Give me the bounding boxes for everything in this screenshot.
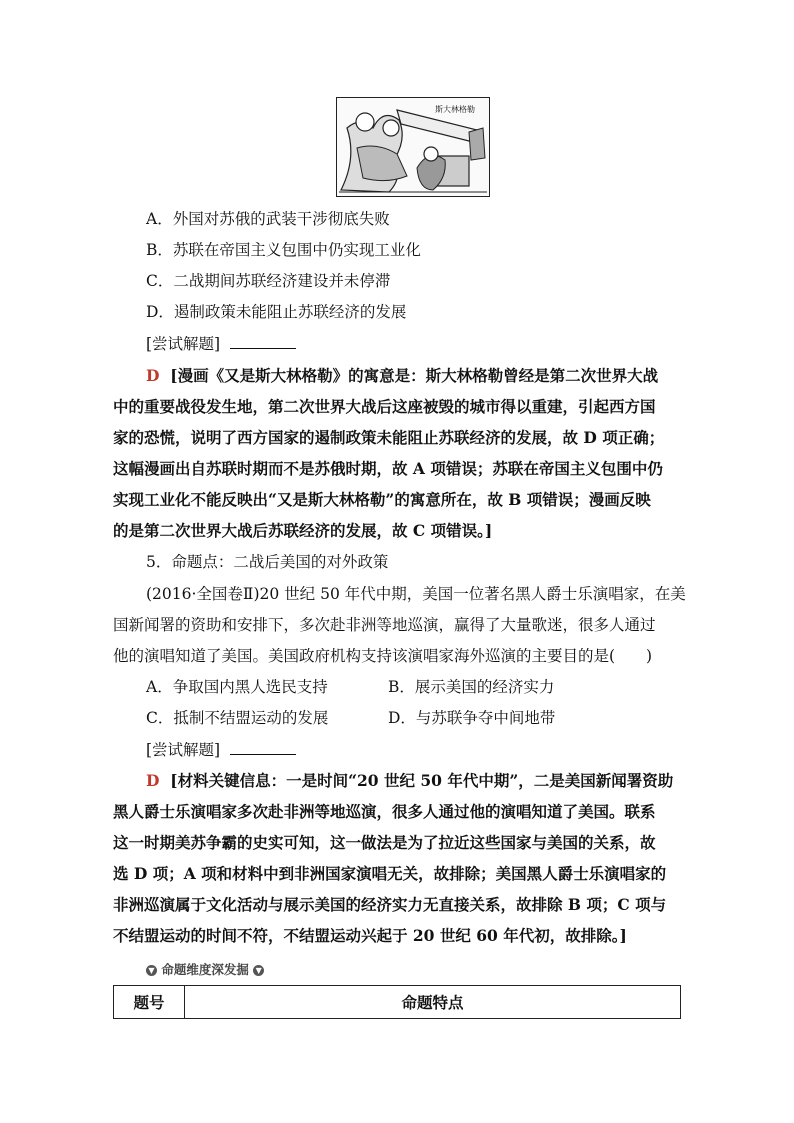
answer-blank bbox=[230, 740, 296, 755]
q5-stem-line: 他的演唱知道了美国。美国政府机构支持该演唱家海外巡演的主要目的是( ) bbox=[113, 647, 653, 665]
q5-explanation-line: 这一时期美苏争霸的史实可知，这一做法是为了拉近这些国家与美国的关系，故 bbox=[113, 833, 656, 852]
try-solve-label: [尝试解题] bbox=[146, 741, 221, 759]
q5-heading: 5．命题点：二战后美国的对外政策 bbox=[146, 553, 389, 571]
answer-blank bbox=[230, 334, 296, 349]
q5-explanation-line: 选 D 项；A 项和材料中到非洲国家演唱无关，故排除；美国黑人爵士乐演唱家的 bbox=[113, 864, 667, 883]
q5-explanation-line: 黑人爵士乐演唱家多次赴非洲等地巡演，很多人通过他的演唱知道了美国。联系 bbox=[113, 802, 656, 821]
q5-explanation-line: 非洲巡演属于文化活动与展示美国的经济实力无直接关系，故排除 B 项；C 项与 bbox=[113, 895, 667, 914]
q5-stem-line: 国新闻署的资助和安排下，多次赴非洲等地巡演，赢得了大量歌迷，很多人通过 bbox=[113, 616, 656, 634]
q4-explanation-line: 这幅漫画出自苏联时期而不是苏俄时期，故 A 项错误；苏联在帝国主义包围中仍 bbox=[113, 459, 663, 478]
q4-explanation-line: 家的恐慌，说明了西方国家的遏制政策未能阻止苏联经济的发展，故 D 项正确； bbox=[113, 428, 665, 447]
q5-option-c: C．抵制不结盟运动的发展 bbox=[146, 709, 329, 727]
q5-answer-letter: D bbox=[146, 771, 160, 790]
q4-option-d: D．遏制政策未能阻止苏联经济的发展 bbox=[146, 303, 407, 321]
q4-try-solve bbox=[146, 334, 296, 354]
q5-option-b: B．展示美国的经济实力 bbox=[388, 678, 555, 696]
dimension-header-label: 命题维度深发掘 bbox=[161, 962, 249, 977]
q4-option-b: B．苏联在帝国主义包围中仍实现工业化 bbox=[146, 241, 421, 259]
dimension-section-header bbox=[146, 960, 264, 978]
cartoon-caption: 斯大林格勒 bbox=[435, 105, 475, 114]
q4-answer-letter: D bbox=[146, 366, 160, 385]
column-header-number: 题号 bbox=[114, 986, 185, 1019]
q5-explanation-line: D [材料关键信息：一是时间“20 世纪 50 年代中期”，二是美国新闻署资助 bbox=[146, 771, 674, 790]
column-header-features: 命题特点 bbox=[185, 986, 681, 1019]
q4-explanation-line: 的是第二次世界大战后苏联经济的发展，故 C 项错误。] bbox=[113, 521, 493, 540]
q4-option-c: C．二战期间苏联经济建设并未停滞 bbox=[146, 272, 391, 290]
q5-option-d: D．与苏联争夺中间地带 bbox=[388, 709, 556, 727]
cartoon-drawing bbox=[337, 98, 489, 196]
q4-explanation-line: 中的重要战役发生地，第二次世界大战后这座被毁的城市得以重建，引起西方国 bbox=[113, 397, 656, 416]
q5-explanation-line: 不结盟运动的时间不符，不结盟运动兴起于 20 世纪 60 年代初，故排除。] bbox=[113, 926, 627, 945]
q5-stem-line: (2016·全国卷Ⅱ)20 世纪 50 年代中期，美国一位著名黑人爵士乐演唱家，在美 bbox=[146, 585, 686, 603]
chevron-down-icon: ▼ bbox=[146, 965, 157, 976]
q4-option-a: A．外国对苏俄的武装干涉彻底失败 bbox=[146, 210, 390, 228]
try-solve-label: [尝试解题] bbox=[146, 335, 221, 353]
q4-explanation-line: D [漫画《又是斯大林格勒》的寓意是：斯大林格勒曾经是第二次世界大战 bbox=[146, 366, 659, 385]
q5-try-solve bbox=[146, 740, 296, 760]
q5-option-a: A．争取国内黑人选民支持 bbox=[146, 678, 328, 696]
dimension-table bbox=[113, 985, 681, 1019]
cartoon-illustration bbox=[336, 97, 490, 197]
q4-explanation-line: 实现工业化不能反映出“又是斯大林格勒”的寓意所在，故 B 项错误；漫画反映 bbox=[113, 490, 651, 509]
chevron-down-icon: ▼ bbox=[253, 965, 264, 976]
table-header-row bbox=[114, 986, 681, 1019]
